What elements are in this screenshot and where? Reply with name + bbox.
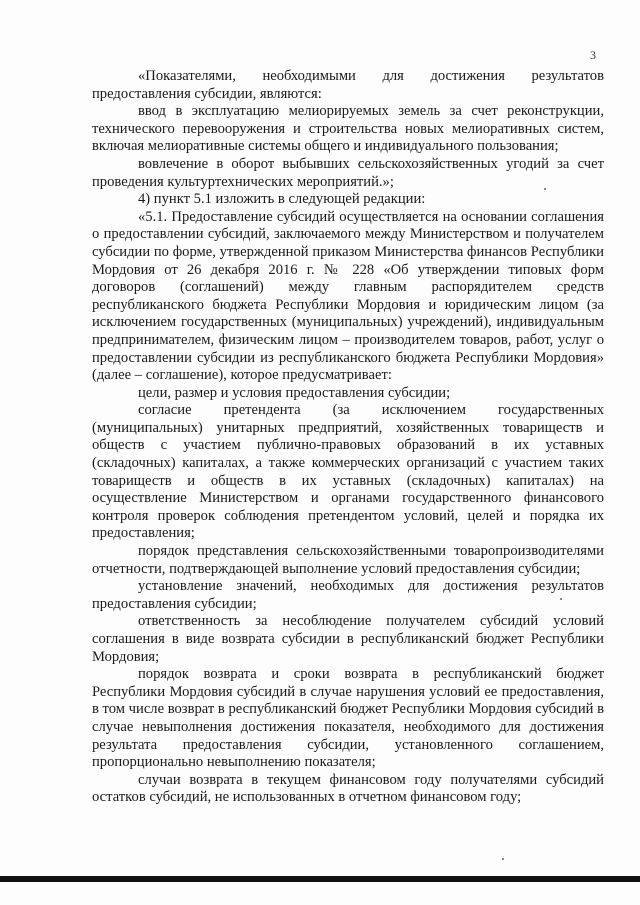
scan-speck xyxy=(544,188,546,190)
paragraph-reporting-procedure: порядок представления сельскохозяйственными товаропроизводителями отчетности, подтверждающей выполнение условий предоставления субсидии; xyxy=(92,543,604,577)
scan-bottom-edge xyxy=(0,876,640,882)
paragraph-return-procedure: порядок возврата и сроки возврата в республиканский бюджет Республики Мордовия субсидий в случае нарушения условий ее предоставления, в том числе возврат в республиканский бюджет Республики Мордовия субсидий в случае невыполнения достижения показателя, необходимого для достижения результата предоставления субсидии, установленного соглашением, пропорционально невыполнению показателя; xyxy=(92,666,604,771)
paragraph-responsibility: ответственность за несоблюдение получателем субсидий условий соглашения в виде возврата субсидии в республиканский бюджет Республики Мордовия; xyxy=(92,613,604,665)
paragraph-unused-balances: случаи возврата в текущем финансовом году получателями субсидий остатков субсидий, не использованных в отчетном финансовом году; xyxy=(92,771,604,806)
paragraph-item-4: 4) пункт 5.1 изложить в следующей редакции: xyxy=(138,191,426,208)
page-number: 3 xyxy=(590,48,596,62)
paragraph-applicant-consent: согласие претендента (за исключением государственных (муниципальных) унитарных предприятий, хозяйственных товариществ и обществ с участием публично-правовых образований в их уставных (складочных) капиталах, а также коммерческих организаций с участием таких товариществ и обществ в их уставных (складочных) капиталах) на осуществление Министерством и органами государственного финансового контроля проверок соблюдения претендентом условий, целей и порядка их предоставления; xyxy=(92,402,604,542)
paragraph-agricultural-land: вовлечение в оборот выбывших сельскохозяйственных угодий за счет проведения культуртехнических мероприятий.»; xyxy=(92,155,604,190)
scan-speck xyxy=(502,858,504,860)
paragraph-land-reclamation: ввод в эксплуатацию мелиорируемых земель за счет реконструкции, технического перевооружения и строительства новых мелиоративных систем, включая мелиоративные системы общего и индивидуального пользования; xyxy=(92,103,604,155)
scan-speck xyxy=(560,598,562,600)
document-body xyxy=(92,68,604,807)
paragraph-indicators-intro: «Показателями, необходимыми для достижения результатов предоставления субсидии, являются: xyxy=(92,68,604,102)
paragraph-values-setting: установление значений, необходимых для достижения результатов предоставления субсидии; xyxy=(92,578,604,612)
paragraph-goals-size-conditions: цели, размер и условия предоставления субсидии; xyxy=(138,384,451,401)
paragraph-clause-5-1: «5.1. Предоставление субсидий осуществляется на основании соглашения о предоставлении субсидий, заключаемого между Министерством и получателем субсидии по форме, утвержденной приказом Министерства финансов Республики Мордовия от 26 декабря 2016 г. № 228 «Об утверждении типовых форм договоров (соглашений) между главным распорядителем средств республиканского бюджета Республики Мордовия и юридическим лицом (за исключением государственных (муниципальных) учреждений), индивидуальным предпринимателем, физическим лицом – производителем товаров, работ, услуг о предоставлении субсидии из республиканского бюджета Республики Мордовия» (далее – соглашение), которое предусматривает: xyxy=(92,208,604,384)
